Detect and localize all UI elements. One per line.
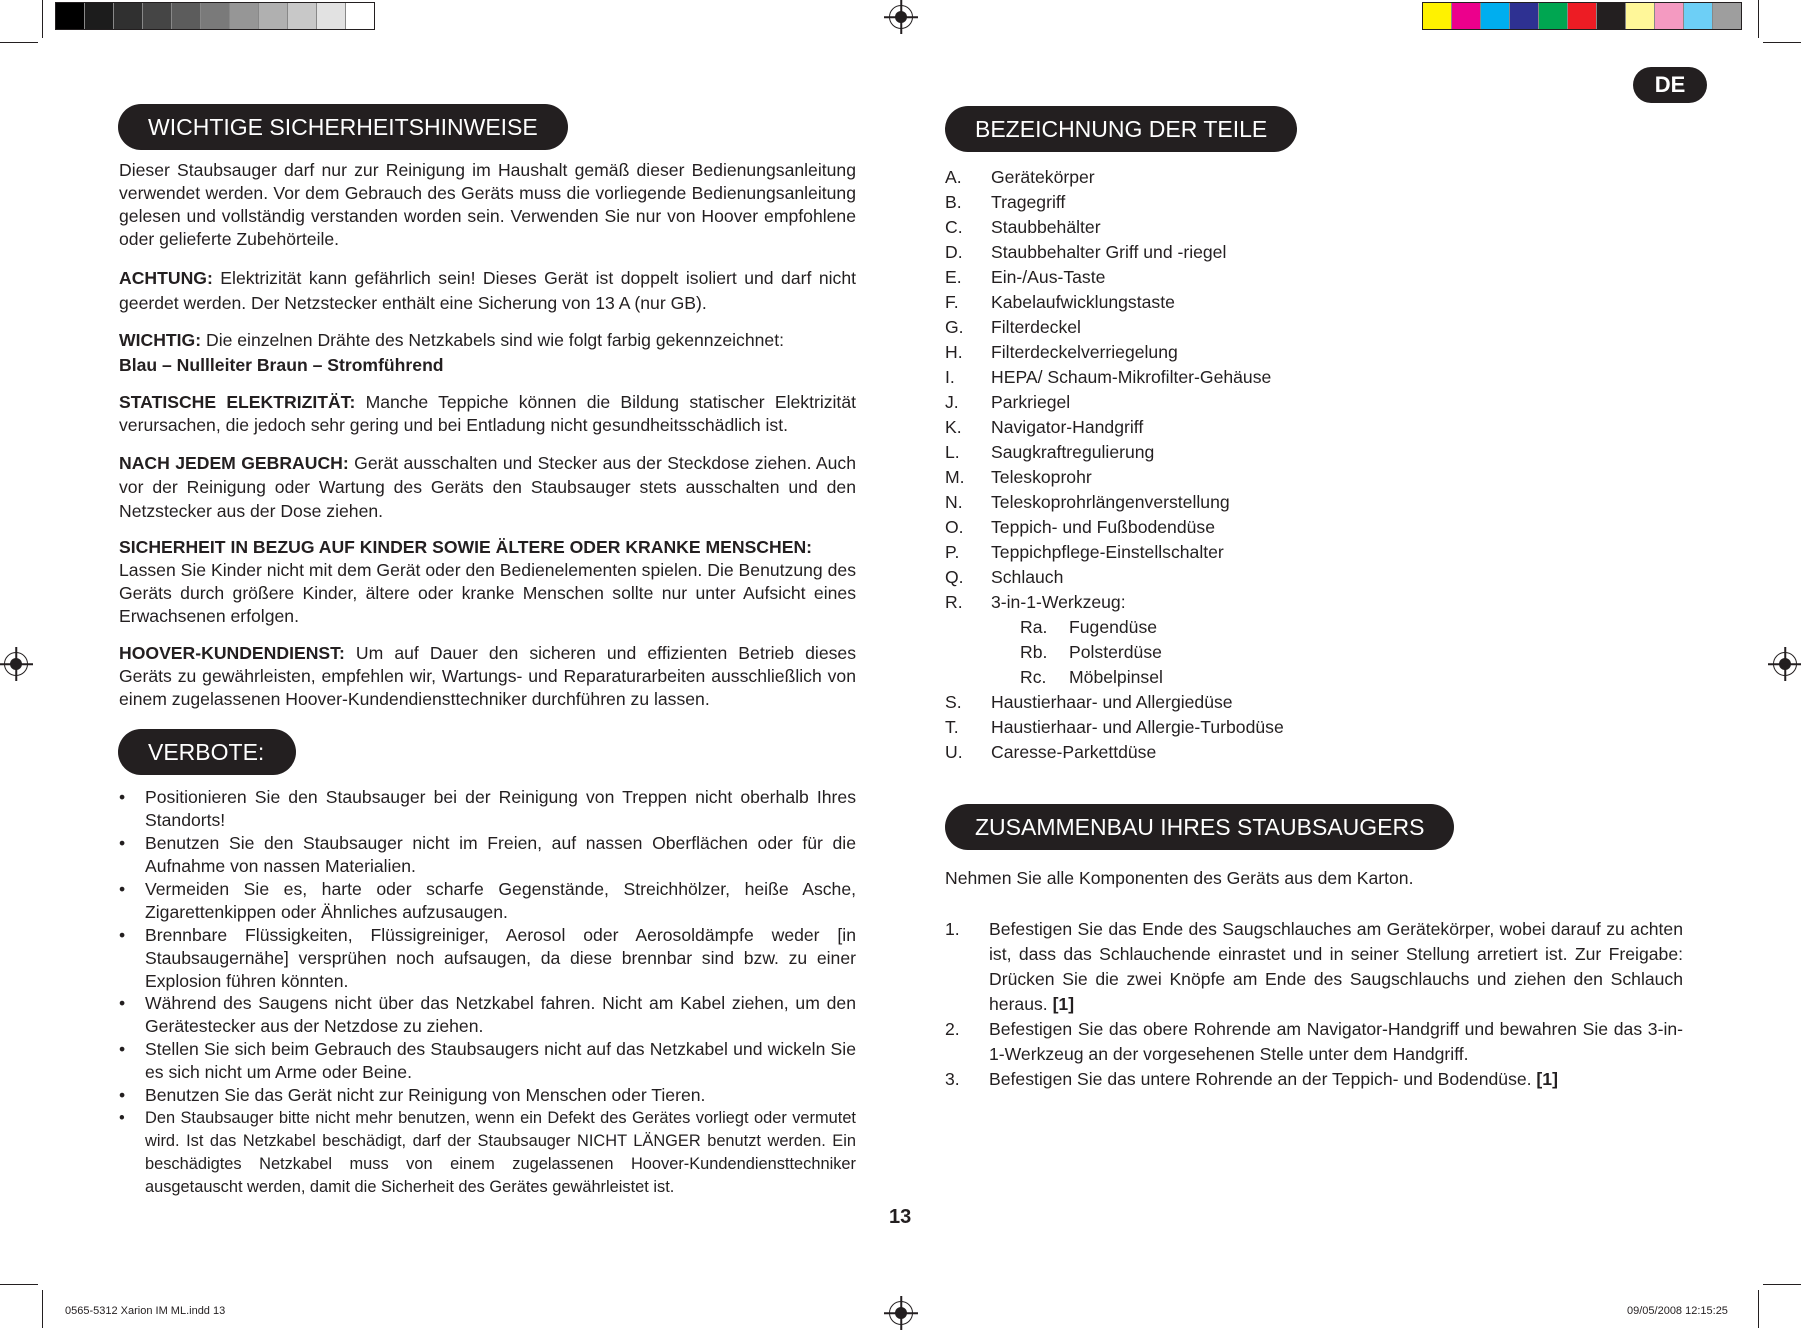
parts-list <box>945 165 1445 765</box>
verbote-item: • Benutzen Sie den Staubsauger nicht im Freien, auf nassen Oberflächen oder für die Aufnahme von nassen Materialien. <box>119 833 856 876</box>
part-item <box>945 740 1445 765</box>
bullet-icon: • <box>119 879 126 899</box>
color-swatch <box>172 3 201 29</box>
color-swatch <box>56 3 85 29</box>
color-swatch <box>346 3 374 29</box>
part-item <box>945 290 1445 315</box>
color-swatch <box>143 3 172 29</box>
part-item <box>945 715 1445 740</box>
part-letter: I. <box>945 367 955 387</box>
part-name: Teleskoprohr <box>991 467 1092 487</box>
verbote-item: • Positionieren Sie den Staubsauger bei der Reinigung von Treppen nicht oberhalb Ihres Standorts! <box>119 787 856 830</box>
children-label: SICHERHEIT IN BEZUG AUF KINDER SOWIE ÄLTERE ODER KRANKE MENSCHEN: <box>119 537 813 557</box>
color-swatch <box>1539 3 1568 29</box>
wichtig-text: Die einzelnen Drähte des Netzkabels sind wie folgt farbig gekennzeichnet: <box>201 330 784 350</box>
part-item <box>945 465 1445 490</box>
part-letter: K. <box>945 417 962 437</box>
color-swatch <box>1684 3 1713 29</box>
part-letter: Q. <box>945 567 964 587</box>
part-name: Polsterdüse <box>1069 642 1162 662</box>
color-swatch <box>317 3 346 29</box>
color-swatch <box>114 3 143 29</box>
registration-mark-icon <box>4 652 28 676</box>
crop-mark <box>1763 1284 1801 1285</box>
children-text: Lassen Sie Kinder nicht mit dem Gerät oder den Bedienelementen spielen. Die Benutzung des Geräts durch größere Kinder, ältere oder kranke Menschen sollte nur unter Aufsicht eines Erwachsenen erfolgen. <box>119 560 856 626</box>
color-swatch <box>1597 3 1626 29</box>
safety-heading: WICHTIGE SICHERHEITSHINWEISE <box>118 104 568 150</box>
part-letter: S. <box>945 692 962 712</box>
verbote-heading: VERBOTE: <box>118 729 296 775</box>
bullet-icon: • <box>119 925 126 945</box>
part-letter: P. <box>945 542 960 562</box>
color-swatch <box>288 3 317 29</box>
part-name: Haustierhaar- und Allergie-Turbodüse <box>991 717 1284 737</box>
color-swatch <box>201 3 230 29</box>
part-name: 3-in-1-Werkzeug: <box>991 592 1126 612</box>
children-paragraph <box>119 536 856 628</box>
registration-mark-icon <box>889 1301 913 1325</box>
part-letter: T. <box>945 717 959 737</box>
figure-reference: [1] <box>1047 994 1075 1014</box>
part-name: Haustierhaar- und Allergiedüse <box>991 692 1233 712</box>
part-letter: G. <box>945 317 964 337</box>
part-name: Saugkraftregulierung <box>991 442 1155 462</box>
crop-mark <box>0 1284 38 1285</box>
part-letter: R. <box>945 592 963 612</box>
step-text: Befestigen Sie das obere Rohrende am Navigator-Handgriff und bewahren Sie das 3-in-1-Werkzeug an der vorgesehenen Stelle unter dem Handgriff. <box>989 1019 1683 1064</box>
figure-reference: [1] <box>1531 1069 1558 1089</box>
part-item <box>945 640 1445 665</box>
bullet-icon: • <box>119 1039 126 1059</box>
service-text: Um auf Dauer den sicheren und effizienten Betrieb dieses Geräts zu gewährleisten, empfehlen wir, Wartungs- und Reparaturarbeiten ausschließlich von einem zugelassenen Hoover-Kundendiensttechniker durchführen zu lassen. <box>119 643 856 709</box>
part-name: Staubbehälter <box>991 217 1101 237</box>
verbote-item: • Benutzen Sie das Gerät nicht zur Reinigung von Menschen oder Tieren. <box>119 1085 706 1105</box>
assembly-step <box>945 1017 1683 1067</box>
verbote-item: • Brennbare Flüssigkeiten, Flüssigreiniger, Aerosol oder Aerosoldämpfe weder [in Staubsaugernähe] versprühen noch aufsaugen, da diese brennbar sind bzw. zu einer Explosion führen könnten. <box>119 925 856 991</box>
step-text: Befestigen Sie das Ende des Saugschlauches am Gerätekörper, wobei darauf zu achten ist, dass das Schlauchende einrastet und in seiner Stellung arretiert ist. Zur Freigabe: Drücken Sie die zwei Knöpfe am Ende des Saugschlauchs und ziehen den Schlauch heraus. <box>989 919 1683 1014</box>
bullet-icon: • <box>119 787 126 807</box>
crop-mark <box>42 1290 43 1328</box>
part-item <box>945 440 1445 465</box>
service-paragraph <box>119 642 856 711</box>
part-letter: B. <box>945 192 962 212</box>
part-letter: C. <box>945 217 963 237</box>
color-swatch <box>1655 3 1684 29</box>
achtung-text: Elektrizität kann gefährlich sein! Dieses Gerät ist doppelt isoliert und darf nicht geerdet werden. Der Netzstecker enthält eine Sicherung von 13 A (nur GB). <box>119 268 856 313</box>
registration-mark-icon <box>889 5 913 29</box>
part-name: Möbelpinsel <box>1069 667 1163 687</box>
static-paragraph <box>119 391 856 437</box>
part-item <box>945 415 1445 440</box>
part-letter: U. <box>945 742 963 762</box>
part-item <box>945 165 1445 190</box>
part-letter: Rc. <box>1020 667 1047 687</box>
part-item <box>945 690 1445 715</box>
step-number: 1. <box>945 919 960 939</box>
verbote-item: • Vermeiden Sie es, harte oder scharfe Gegenstände, Streichhölzer, heiße Asche, Zigarettenkippen oder Ähnliches aufzusaugen. <box>119 879 856 922</box>
part-name: Teleskoprohrlängenverstellung <box>991 492 1230 512</box>
color-swatch <box>1568 3 1597 29</box>
part-letter: M. <box>945 467 965 487</box>
bullet-icon: • <box>119 1109 125 1127</box>
part-letter: E. <box>945 267 962 287</box>
language-badge: DE <box>1633 67 1707 103</box>
part-item <box>945 215 1445 240</box>
part-name: Caresse-Parkettdüse <box>991 742 1157 762</box>
service-label: HOOVER-KUNDENDIENST: <box>119 643 345 663</box>
wichtig-label: WICHTIG: <box>119 330 202 350</box>
assembly-heading: ZUSAMMENBAU IHRES STAUBSAUGERS <box>945 804 1454 850</box>
part-name: Gerätekörper <box>991 167 1095 187</box>
part-name: Ein-/Aus-Taste <box>991 267 1106 287</box>
color-swatch <box>1510 3 1539 29</box>
color-swatch <box>259 3 288 29</box>
part-name: HEPA/ Schaum-Mikrofilter-Gehäuse <box>991 367 1272 387</box>
color-calibration-bar <box>1422 2 1742 30</box>
part-item <box>945 515 1445 540</box>
verbote-item: • Den Staubsauger bitte nicht mehr benutzen, wenn ein Defekt des Gerätes vorliegt oder vermutet wird. Ist das Netzkabel beschädigt, darf der Staubsauger NICHT LÄNGER benutzt werden. Ein beschädigtes Netzkabel muss von einem zugelassenen Hoover-Kundendiensttechniker ausgetauscht werden, damit die Sicherheit des Gerätes gewährleistet ist. <box>119 1109 856 1196</box>
part-name: Fugendüse <box>1069 617 1158 637</box>
part-item <box>945 540 1445 565</box>
part-letter: H. <box>945 342 963 362</box>
wire-colors: Blau – Nullleiter Braun – Stromführend <box>119 355 444 375</box>
color-swatch <box>1626 3 1655 29</box>
page-number: 13 <box>889 1206 912 1228</box>
part-letter: N. <box>945 492 963 512</box>
assembly-intro: Nehmen Sie alle Komponenten des Geräts aus dem Karton. <box>945 868 1414 888</box>
color-swatch <box>1481 3 1510 29</box>
part-item <box>945 665 1445 690</box>
crop-mark <box>1758 1290 1759 1328</box>
part-name: Staubbehalter Griff und -riegel <box>991 242 1227 262</box>
bullet-icon: • <box>119 993 126 1013</box>
color-swatch <box>1452 3 1481 29</box>
assembly-step <box>945 917 1683 1017</box>
color-swatch <box>230 3 259 29</box>
part-letter: L. <box>945 442 960 462</box>
color-swatch <box>1423 3 1452 29</box>
part-letter: Ra. <box>1020 617 1048 637</box>
safety-intro: Dieser Staubsauger darf nur zur Reinigung im Haushalt gemäß dieser Bedienungsanleitung verwendet werden. Vor dem Gebrauch des Geräts muss die vorliegende Bedienungsanleitung gelesen und vollständig verstanden worden sein. Verwenden Sie nur von Hoover empfohlene oder gelieferte Zubehörteile. <box>119 160 856 249</box>
crop-mark <box>1763 42 1801 43</box>
after-use-text: Gerät ausschalten und Stecker aus der Steckdose ziehen. Auch vor der Reinigung oder Wartung des Geräts den Staubsauger stets ausschalten und den Netzstecker aus der Dose ziehen. <box>119 453 857 521</box>
wichtig-paragraph <box>119 328 856 378</box>
part-letter: D. <box>945 242 963 262</box>
crop-mark <box>0 42 38 43</box>
part-item <box>945 265 1445 290</box>
grayscale-calibration-bar <box>55 2 375 30</box>
after-use-paragraph <box>119 451 856 523</box>
part-item <box>945 590 1445 615</box>
bullet-icon: • <box>119 833 126 853</box>
static-label: STATISCHE ELEKTRIZITÄT: <box>119 392 356 412</box>
part-letter: A. <box>945 167 962 187</box>
assembly-step <box>945 1067 1683 1092</box>
step-number: 2. <box>945 1019 960 1039</box>
part-letter: Rb. <box>1020 642 1048 662</box>
step-number: 3. <box>945 1069 960 1089</box>
part-letter: J. <box>945 392 959 412</box>
part-name: Teppichpflege-Einstellschalter <box>991 542 1224 562</box>
part-letter: F. <box>945 292 959 312</box>
achtung-label: ACHTUNG: <box>119 268 213 288</box>
part-name: Kabelaufwicklungstaste <box>991 292 1175 312</box>
crop-mark <box>42 0 43 38</box>
part-name: Filterdeckelverriegelung <box>991 342 1178 362</box>
part-item <box>945 615 1445 640</box>
color-swatch <box>85 3 114 29</box>
part-item <box>945 315 1445 340</box>
part-item <box>945 390 1445 415</box>
part-name: Navigator-Handgriff <box>991 417 1144 437</box>
bullet-icon: • <box>119 1085 126 1105</box>
crop-mark <box>1758 0 1759 38</box>
static-text: Manche Teppiche können die Bildung statischer Elektrizität verursachen, die jedoch sehr gering und bei Entladung nicht gesundheitsschädlich ist. <box>119 392 856 435</box>
step-text: Befestigen Sie das untere Rohrende an der Teppich- und Bodendüse. <box>989 1069 1532 1089</box>
verbote-item: • Während des Saugens nicht über das Netzkabel fahren. Nicht am Kabel ziehen, um den Gerätestecker aus der Netzdose zu ziehen. <box>119 993 856 1036</box>
part-name: Tragegriff <box>991 192 1066 212</box>
part-item <box>945 365 1445 390</box>
part-letter: O. <box>945 517 964 537</box>
registration-mark-icon <box>1773 652 1797 676</box>
part-item <box>945 240 1445 265</box>
part-item <box>945 565 1445 590</box>
achtung-paragraph <box>119 266 856 316</box>
part-name: Filterdeckel <box>991 317 1081 337</box>
after-use-label: NACH JEDEM GEBRAUCH: <box>119 453 349 473</box>
verbote-item: • Stellen Sie sich beim Gebrauch des Staubsaugers nicht auf das Netzkabel und wickeln Sie es sich nicht um Arme oder Beine. <box>119 1039 856 1082</box>
color-swatch <box>1713 3 1741 29</box>
footer-datetime: 09/05/2008 12:15:25 <box>1627 1305 1728 1317</box>
part-name: Teppich- und Fußbodendüse <box>991 517 1215 537</box>
parts-heading: BEZEICHNUNG DER TEILE <box>945 106 1297 152</box>
part-item <box>945 490 1445 515</box>
part-name: Schlauch <box>991 567 1064 587</box>
assembly-steps <box>945 917 1683 1092</box>
part-item <box>945 190 1445 215</box>
footer-file-info: 0565-5312 Xarion IM ML.indd 13 <box>65 1305 226 1317</box>
part-name: Parkriegel <box>991 392 1071 412</box>
part-item <box>945 340 1445 365</box>
